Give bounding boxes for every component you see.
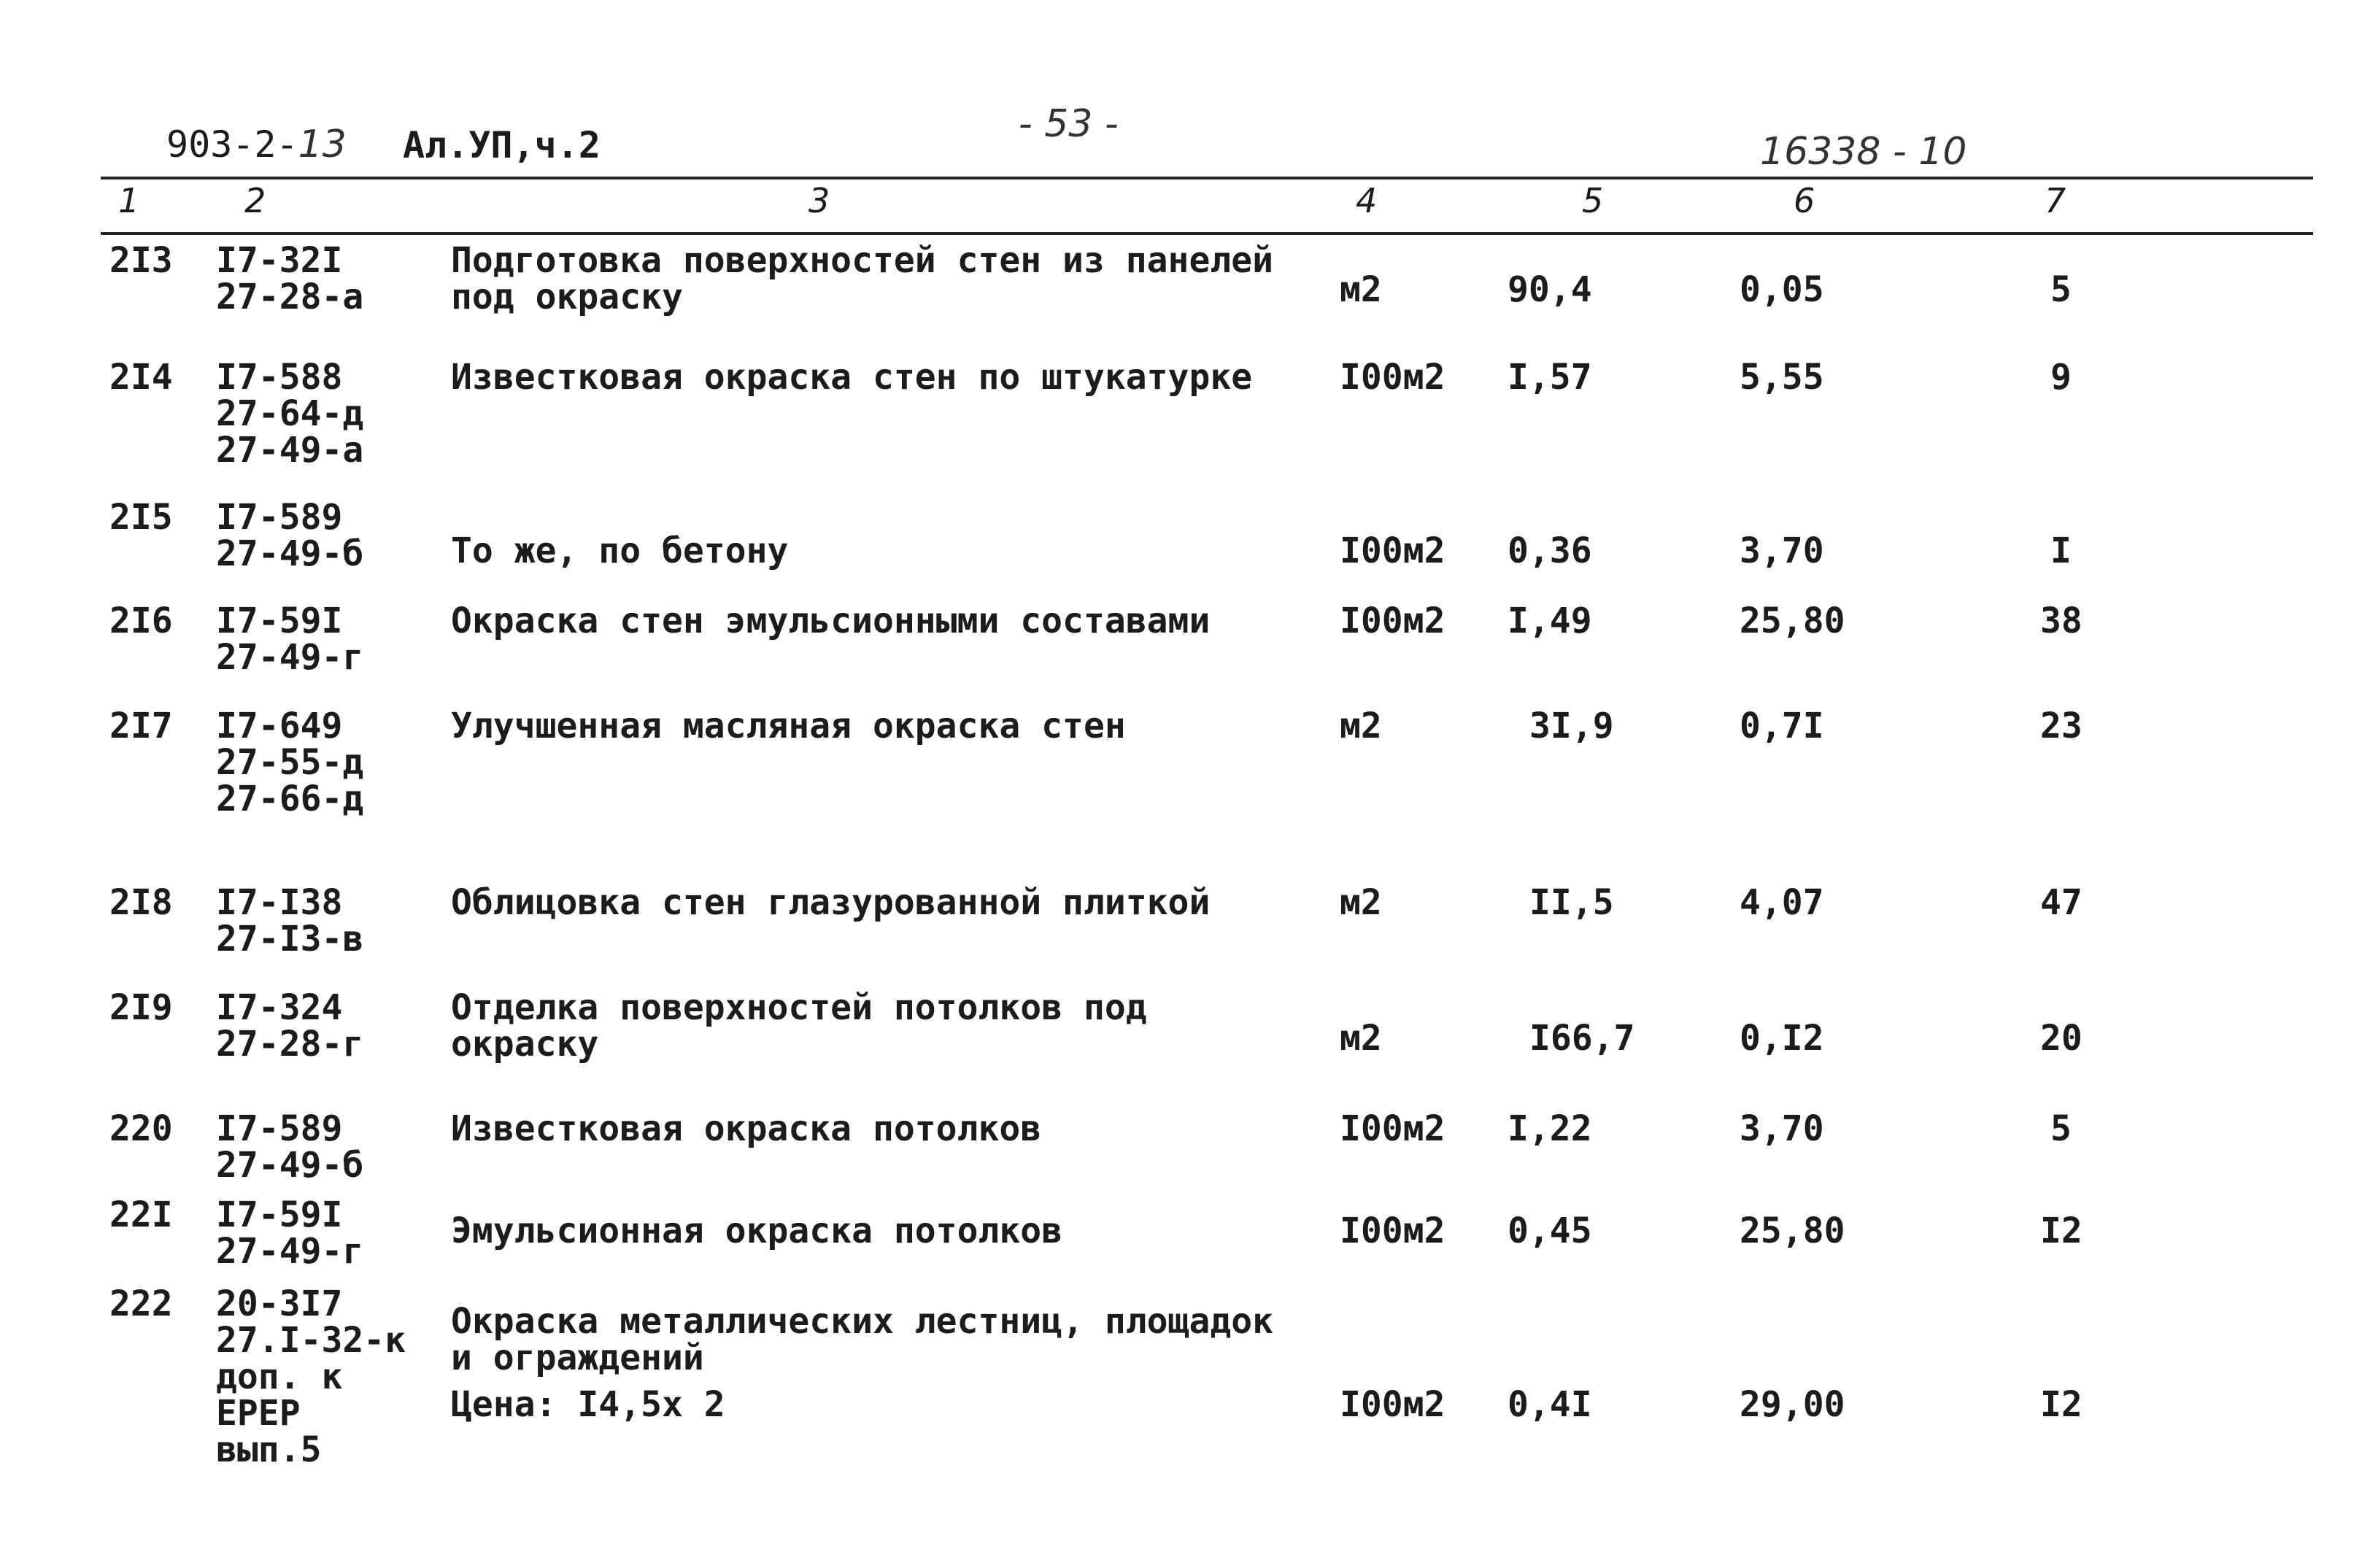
- column-number: 3: [808, 181, 830, 220]
- quantity: I,57: [1508, 357, 1592, 398]
- row-number: 2I3: [109, 240, 173, 281]
- row-number: 2I9: [109, 987, 173, 1028]
- unit-price: 29,00: [1740, 1384, 1845, 1425]
- column-number: 4: [1356, 181, 1378, 220]
- total-cost: I2: [2040, 1384, 2083, 1425]
- norm-codes: 20-3I7 27.I-32-к доп. к ЕРЕР вып.5: [216, 1283, 406, 1470]
- row-number: 2I8: [109, 882, 173, 923]
- quantity: 90,4: [1508, 269, 1592, 310]
- unit-price: 3,70: [1740, 1108, 1824, 1149]
- unit-price: 25,80: [1740, 1210, 1845, 1251]
- work-description: Отделка поверхностей потолков под окраску: [451, 987, 1147, 1065]
- norm-codes: I7-59I 27-49-г: [216, 600, 364, 678]
- norm-codes: I7-59I 27-49-г: [216, 1194, 364, 1272]
- quantity: I,22: [1508, 1108, 1592, 1149]
- unit: I00м2: [1340, 530, 1445, 571]
- unit: I00м2: [1340, 600, 1445, 641]
- unit: I00м2: [1340, 357, 1445, 398]
- unit-price: 4,07: [1740, 882, 1824, 923]
- unit-price: 0,7I: [1740, 706, 1824, 746]
- unit: I00м2: [1340, 1108, 1445, 1149]
- column-number: 1: [118, 181, 140, 220]
- column-number: 7: [2045, 181, 2066, 220]
- unit: I00м2: [1340, 1210, 1445, 1251]
- document-number: 16338 - 10: [1760, 130, 1967, 174]
- unit-price: 0,I2: [1740, 1018, 1824, 1059]
- unit: м2: [1340, 882, 1382, 923]
- row-number: 2I4: [109, 357, 173, 398]
- unit-price: 3,70: [1740, 530, 1824, 571]
- total-cost: 47: [2040, 882, 2083, 923]
- album-label: Ал.УП,ч.2: [403, 124, 601, 166]
- total-cost: 38: [2040, 600, 2083, 641]
- unit: м2: [1340, 269, 1382, 310]
- total-cost: I2: [2040, 1210, 2083, 1251]
- work-description: Облицовка стен глазурованной плиткой: [451, 882, 1211, 923]
- header-top-rule: [101, 177, 2313, 179]
- work-description: Окраска стен эмульсионными составами: [451, 600, 1211, 641]
- norm-codes: I7-588 27-64-д 27-49-а: [216, 357, 364, 471]
- row-number: 2I5: [109, 497, 173, 538]
- work-description: Известковая окраска потолков: [451, 1108, 1042, 1149]
- work-description: Улучшенная масляная окраска стен: [451, 706, 1126, 746]
- total-cost: 9: [2050, 357, 2072, 398]
- norm-codes: I7-589 27-49-б: [216, 1108, 364, 1186]
- quantity: I66,7: [1529, 1018, 1635, 1059]
- project-handwritten-suffix: 13: [298, 123, 347, 166]
- project-code: 903-2-13: [166, 123, 347, 166]
- quantity: II,5: [1529, 882, 1614, 923]
- quantity: 0,4I: [1508, 1384, 1592, 1425]
- total-cost: I: [2050, 530, 2072, 571]
- work-description: То же, по бетону: [451, 530, 789, 571]
- quantity: 0,36: [1508, 530, 1592, 571]
- unit: м2: [1340, 1018, 1382, 1059]
- unit-price: 5,55: [1740, 357, 1824, 398]
- quantity: 0,45: [1508, 1210, 1592, 1251]
- norm-codes: I7-I38 27-I3-в: [216, 882, 364, 959]
- row-number: 22I: [109, 1194, 173, 1235]
- row-number: 222: [109, 1283, 173, 1324]
- row-number: 2I7: [109, 706, 173, 746]
- header-bottom-rule: [101, 232, 2313, 235]
- column-number: 2: [244, 181, 266, 220]
- norm-codes: I7-324 27-28-г: [216, 987, 364, 1065]
- page-number: - 53 -: [1019, 102, 1119, 146]
- unit-price: 25,80: [1740, 600, 1845, 641]
- row-number: 220: [109, 1108, 173, 1149]
- norm-codes: I7-589 27-49-б: [216, 497, 364, 574]
- unit-price: 0,05: [1740, 269, 1824, 310]
- work-description: Окраска металлических лестниц, площадок и ограждений: [451, 1301, 1274, 1378]
- unit: м2: [1340, 706, 1382, 746]
- work-description: Подготовка поверхностей стен из панелей под окраску: [451, 240, 1274, 317]
- total-cost: 20: [2040, 1018, 2083, 1059]
- norm-codes: I7-32I 27-28-а: [216, 240, 364, 317]
- total-cost: 23: [2040, 706, 2083, 746]
- row-number: 2I6: [109, 600, 173, 641]
- quantity: I,49: [1508, 600, 1592, 641]
- price-note: Цена: I4,5х 2: [451, 1384, 725, 1425]
- norm-codes: I7-649 27-55-д 27-66-д: [216, 706, 364, 819]
- total-cost: 5: [2050, 1108, 2072, 1149]
- column-number: 6: [1794, 181, 1815, 220]
- quantity: 3I,9: [1529, 706, 1614, 746]
- work-description: Эмульсионная окраска потолков: [451, 1210, 1063, 1251]
- total-cost: 5: [2050, 269, 2072, 310]
- column-number: 5: [1582, 181, 1604, 220]
- unit: I00м2: [1340, 1384, 1445, 1425]
- work-description: Известковая окраска стен по штукатурке: [451, 357, 1253, 398]
